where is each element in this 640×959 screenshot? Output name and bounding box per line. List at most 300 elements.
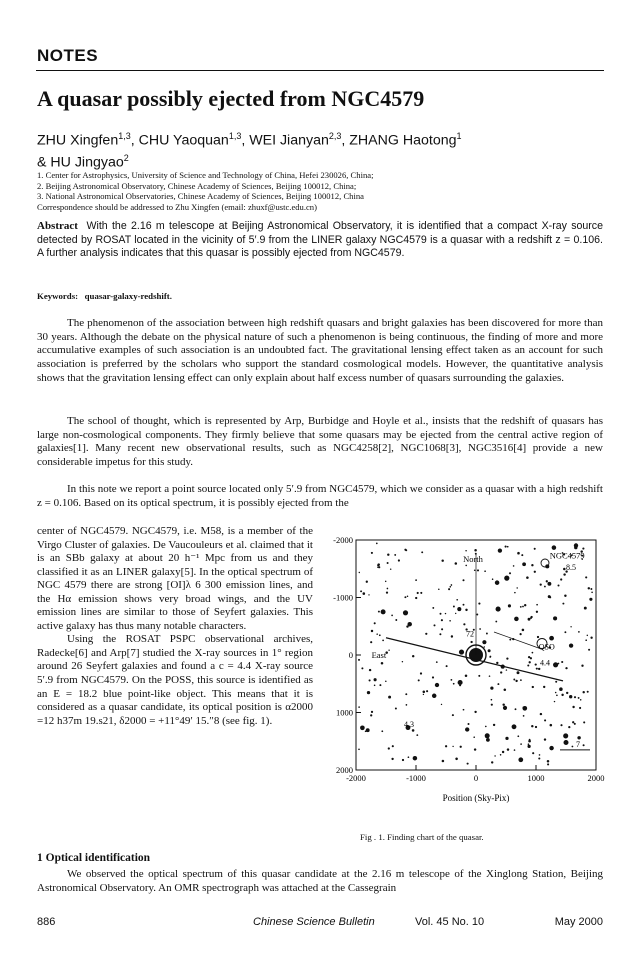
star-dot — [371, 552, 373, 554]
author-affil-sup: 2 — [123, 152, 129, 163]
star-dot — [371, 630, 373, 632]
star-dot — [407, 596, 409, 598]
body-paragraph — [37, 868, 603, 895]
page-footer — [37, 916, 603, 930]
star-dot — [363, 592, 366, 595]
star-dot — [474, 570, 476, 572]
star-dot — [465, 727, 469, 731]
star-dot — [484, 570, 486, 572]
star-dot — [505, 737, 508, 740]
star-dot — [514, 592, 516, 594]
heading-rule — [36, 70, 604, 71]
star-dot — [496, 607, 501, 612]
star-dot — [536, 611, 538, 613]
y-tick-label: 0 — [348, 650, 353, 660]
star-dot — [588, 587, 590, 589]
author-separator: , — [130, 132, 139, 149]
star-dot — [509, 639, 511, 641]
author-separator: , — [341, 132, 350, 149]
star-dot — [374, 678, 377, 681]
affiliation-item: 3. National Astronomical Observatories, Chinese Academy of Sciences, Beijing 100012, China — [37, 191, 364, 201]
star-dot — [555, 692, 557, 694]
star-dot — [503, 706, 507, 710]
star-dot — [535, 726, 537, 728]
star-dot — [470, 641, 472, 643]
star-dot — [495, 580, 500, 585]
star-dot — [557, 584, 559, 586]
star-dot — [530, 616, 532, 618]
star-dot — [534, 548, 536, 550]
star-dot — [587, 691, 589, 693]
star-dot — [368, 594, 369, 595]
star-dot — [358, 706, 360, 708]
star-dot — [566, 692, 568, 694]
star-dot — [512, 724, 517, 729]
star-dot — [531, 725, 533, 727]
star-dot — [540, 713, 542, 715]
star-dot — [407, 622, 411, 626]
abstract — [37, 220, 603, 261]
star-dot — [491, 699, 493, 701]
body-paragraph — [37, 483, 603, 510]
star-dot — [415, 597, 417, 599]
star-dot — [381, 730, 383, 732]
star-dot — [420, 592, 422, 594]
star-dot — [550, 724, 553, 727]
star-dot — [459, 650, 464, 655]
star-dot — [578, 631, 580, 633]
star-dot — [376, 543, 378, 545]
star-dot — [515, 708, 517, 710]
author-affil-sup: 1,3 — [228, 131, 242, 141]
star-dot — [572, 721, 574, 723]
chart-annotation: 8.5 — [566, 562, 576, 572]
star-dot — [440, 613, 442, 615]
affiliation-item: 2. Beijing Astronomical Observatory, Chinese Academy of Sciences, Beijing 100012, China; — [37, 180, 357, 191]
star-dot — [537, 636, 539, 638]
star-dot — [584, 607, 587, 610]
star-dot — [387, 562, 389, 564]
star-dot — [360, 725, 365, 730]
chart-annotation: 4.3 — [404, 719, 414, 729]
publication-date: May 2000 — [554, 916, 603, 928]
star-dot — [449, 586, 451, 588]
star-dot — [465, 550, 466, 551]
x-tick-label: 0 — [473, 773, 479, 783]
x-tick-label: 1000 — [527, 773, 545, 783]
star-dot — [532, 686, 534, 688]
star-dot — [482, 640, 486, 644]
star-dot — [381, 609, 386, 614]
star-dot — [528, 656, 530, 658]
paragraph-text: center of NGC4579. NGC4579, i.e. M58, is a member of the Virgo Cluster of galaxies. De Vaucouleurs et al. claimed that it is an SBb galaxy at about 20 h⁻¹ Mpc from us and they classified it as an LINER galaxy[5]. In the optical spectrum of NGC 4579 there are strong [OI]λ 6 300 emission lines, and the Hα emission shows very broad wings, and the UV emission lines are similar to those of Seyfert galaxies. This active galaxy has thus many notable characters. — [37, 525, 313, 632]
star-dot — [398, 559, 400, 561]
star-dot — [509, 572, 511, 574]
star-dot — [415, 579, 417, 581]
star-dot — [520, 679, 522, 681]
chart-annotation: NGC4579 — [549, 550, 585, 561]
star-dot — [583, 744, 585, 746]
star-dot — [453, 683, 455, 685]
star-dot — [358, 748, 360, 750]
page-number: 886 — [37, 916, 56, 928]
star-dot — [491, 704, 493, 706]
star-dot — [546, 580, 548, 582]
star-dot — [513, 565, 515, 567]
keywords-label: Keywords: — [37, 291, 79, 301]
star-dot — [493, 724, 495, 726]
finding-chart — [308, 532, 608, 832]
star-dot — [386, 592, 388, 594]
star-dot — [552, 545, 557, 550]
star-dot — [403, 610, 408, 615]
star-dot — [423, 691, 426, 694]
star-dot — [450, 679, 452, 681]
star-dot — [570, 626, 571, 627]
star-dot — [358, 659, 360, 661]
star-dot — [547, 763, 549, 765]
star-dot — [517, 671, 520, 674]
star-dot — [538, 757, 540, 759]
star-dot — [366, 581, 368, 583]
star-dot — [478, 675, 480, 677]
star-dot — [367, 691, 370, 694]
star-dot — [406, 704, 408, 706]
star-dot — [379, 684, 381, 686]
star-dot — [421, 551, 423, 553]
x-tick-label: 2000 — [587, 773, 605, 783]
star-dot — [391, 758, 393, 760]
star-dot — [486, 633, 488, 635]
star-dot — [473, 736, 475, 738]
star-dot — [591, 592, 593, 594]
star-dot — [534, 571, 536, 573]
star-dot — [412, 729, 415, 732]
star-dot — [582, 548, 584, 550]
star-dot — [474, 711, 476, 713]
star-dot — [416, 734, 418, 736]
abstract-label: Abstract — [37, 220, 78, 232]
chart-annotation: 72 — [466, 629, 474, 639]
star-dot — [587, 635, 588, 636]
star-dot — [549, 746, 553, 750]
star-dot — [445, 613, 446, 614]
star-dot — [563, 733, 568, 738]
star-dot — [489, 675, 491, 677]
star-dot — [478, 603, 480, 605]
star-dot — [441, 559, 443, 561]
star-dot — [359, 572, 360, 573]
star-dot — [467, 763, 469, 765]
keywords-text: quasar-galaxy-redshift. — [84, 291, 172, 301]
chart-annotation: 7 — [576, 740, 580, 749]
star-dot — [574, 696, 576, 698]
author-name: ZHU Xingfen — [37, 132, 119, 149]
star-dot — [574, 723, 576, 725]
paragraph-text: Using the ROSAT PSPC observational archives, Radecke[6] and Arp[7] studied the X-ray sources in 1° region around 26 Seyfert galaxies and found a c = 4.4 X-ray source 5′.9 from NGC4579. On the POSS, this source is identified as an E = 18.2 blue point-like object. This means that it is considered as a quasar candidate, its optical position is α2000 =12 h37m 19.s21, δ2000 = +11°49′ 15.″8 (see fig. 1). — [37, 633, 313, 727]
star-dot — [590, 588, 592, 590]
star-dot — [529, 661, 531, 663]
star-dot — [578, 697, 580, 699]
star-dot — [500, 754, 502, 756]
star-dot — [451, 584, 453, 586]
star-dot — [527, 664, 529, 666]
star-dot — [528, 740, 531, 743]
journal-volume: Vol. 45 No. 10 — [415, 916, 485, 928]
star-dot — [547, 760, 550, 763]
star-dot — [544, 738, 546, 740]
star-dot — [543, 686, 545, 688]
body-paragraph — [37, 317, 603, 386]
x-tick-label: -1000 — [406, 773, 426, 783]
author-name: WEI Jianyan — [249, 132, 329, 149]
star-dot — [488, 649, 491, 652]
chart-annotation: East — [371, 649, 387, 660]
star-dot — [522, 562, 526, 566]
y-tick-label: -2000 — [333, 535, 353, 545]
star-dot — [561, 661, 563, 663]
star-dot — [463, 604, 465, 606]
paragraph-text: The phenomenon of the association between high redshift quasars and bright galaxies has been discovered for more than 30 years. Although the debate on the physical nature of such a phenomenon is being continuous, the finding of more and more accumulative examples of such association is an undoubted fact. The gravitational lensing effect taken as an account for such association is preferred by the scholars who support the standard cosmological models. However, the quantitative analysis shows that the gravitation lensing effect can only explain about half excess number of quasars surrounding the galaxies. — [37, 317, 603, 384]
star-dot — [426, 690, 428, 692]
keywords — [37, 291, 603, 301]
star-dot — [392, 745, 394, 747]
star-dot — [497, 683, 499, 685]
star-dot — [569, 643, 573, 647]
star-dot — [496, 662, 498, 664]
star-dot — [560, 578, 562, 580]
chart-annotation: QSO — [538, 642, 555, 652]
star-dot — [506, 669, 507, 670]
star-dot — [585, 576, 587, 578]
star-dot — [404, 596, 406, 598]
paragraph-text: In this note we report a point source located only 5′.9 from NGC4579, which we consider as a quasar with a high redshift z = 0.106. Based on its optical spectrum, it is possibly ejected from the — [37, 483, 603, 509]
star-dot — [405, 549, 407, 551]
star-dot — [452, 746, 453, 747]
affiliation-item: 1. Center for Astrophysics, University of Science and Technology of China, Hefei 230026, China; — [37, 170, 374, 180]
y-tick-label: 1000 — [336, 707, 353, 718]
star-dot — [385, 581, 386, 582]
star-dot — [477, 569, 479, 571]
star-dot — [441, 619, 443, 621]
star-dot — [395, 619, 397, 621]
star-dot — [588, 649, 590, 651]
body-paragraph — [37, 415, 603, 470]
author-name: CHU Yaoquan — [138, 132, 229, 149]
x-tick-label: -2000 — [346, 773, 366, 783]
star-dot — [585, 639, 587, 641]
star-dot — [540, 583, 542, 585]
star-dot — [369, 669, 371, 671]
star-dot — [465, 609, 467, 611]
chart-annotation: 4.4 — [540, 658, 550, 668]
star-dot — [418, 679, 420, 681]
star-dot — [442, 760, 445, 763]
author-separator: , — [241, 132, 250, 149]
star-dot — [517, 552, 520, 555]
star-dot — [405, 693, 407, 695]
star-dot — [374, 685, 376, 687]
star-dot — [387, 554, 389, 556]
star-dot — [436, 661, 438, 663]
journal-name: Chinese Science Bulletin — [253, 916, 375, 928]
author-affil-sup: 2,3 — [328, 131, 342, 141]
author-list — [37, 128, 605, 171]
star-dot — [381, 662, 384, 665]
star-dot — [486, 738, 490, 742]
star-dot — [432, 607, 434, 609]
star-dot — [564, 740, 569, 745]
star-dot — [583, 721, 585, 723]
star-dot — [564, 631, 566, 633]
x-axis-label: Position (Sky-Pix) — [442, 793, 510, 803]
star-dot — [479, 628, 481, 630]
star-dot — [379, 634, 381, 636]
star-dot — [517, 735, 519, 737]
star-dot — [563, 573, 565, 575]
star-dot — [382, 640, 384, 642]
star-dot — [408, 756, 410, 758]
section-heading: NOTES — [37, 46, 99, 65]
star-dot — [547, 582, 551, 586]
star-dot — [474, 549, 477, 552]
left-column-text — [37, 525, 313, 728]
star-dot — [502, 703, 504, 705]
author-line-1 — [37, 128, 605, 150]
star-dot — [412, 655, 414, 657]
star-dot — [556, 694, 558, 696]
star-dot — [528, 743, 530, 745]
star-dot — [514, 617, 519, 622]
star-dot — [371, 711, 373, 713]
star-dot — [562, 603, 564, 605]
star-dot — [448, 588, 450, 590]
star-dot — [378, 566, 380, 568]
star-dot — [555, 681, 557, 683]
star-dot — [391, 615, 393, 617]
star-dot — [564, 594, 566, 596]
star-dot — [579, 707, 581, 709]
star-dot — [388, 696, 391, 699]
star-dot — [490, 686, 493, 689]
star-dot — [581, 665, 583, 667]
star-dot — [589, 598, 592, 601]
star-dot — [553, 616, 557, 620]
star-dot — [507, 546, 509, 548]
star-dot — [560, 724, 562, 726]
star-dot — [441, 628, 443, 630]
star-dot — [489, 656, 491, 658]
star-dot — [522, 629, 525, 632]
star-dot — [565, 667, 567, 669]
star-dot — [388, 747, 390, 749]
star-dot — [435, 683, 439, 687]
star-dot — [523, 707, 525, 709]
star-dot — [467, 723, 469, 725]
star-dot — [522, 606, 524, 608]
star-dot — [518, 757, 523, 762]
star-dot — [460, 746, 462, 748]
star-dot — [569, 695, 572, 698]
star-dot — [574, 546, 577, 549]
affiliations — [37, 170, 605, 212]
star-dot — [417, 592, 419, 594]
paragraph-text: The school of thought, which is represented by Arp, Burbidge and Hoyle et al., insists that the redshift of quasars has large non-cosmological components. They firmly believe that some quasars may be ejected from the central active region of galaxies[1]. Many recent new observational results, such as NGC4258[2], NGC1068[3], NGC3516[4] provide a new considerable impetus for this study. — [37, 415, 603, 469]
star-dot — [369, 679, 371, 681]
star-dot — [513, 679, 515, 681]
star-dot — [544, 586, 546, 588]
star-dot — [495, 621, 497, 623]
star-dot — [361, 667, 363, 669]
star-dot — [535, 664, 537, 666]
star-dot — [446, 665, 448, 667]
star-dot — [449, 620, 451, 622]
star-dot — [520, 633, 522, 635]
star-dot — [515, 680, 517, 682]
star-dot — [374, 622, 376, 624]
y-tick-label: -1000 — [333, 592, 353, 603]
star-dot — [402, 759, 404, 761]
star-dot — [504, 689, 507, 692]
star-dot — [376, 633, 378, 635]
star-dot — [387, 588, 389, 590]
star-dot — [572, 746, 574, 748]
star-dot — [455, 562, 458, 565]
star-dot — [485, 726, 487, 728]
star-dot — [536, 604, 538, 606]
star-dot — [370, 714, 372, 716]
star-dot — [451, 635, 453, 637]
star-dot — [494, 755, 495, 756]
star-dot — [456, 599, 458, 601]
star-dot — [457, 607, 461, 611]
figure-caption: Fig . 1. Finding chart of the quasar. — [360, 832, 484, 842]
star-dot — [453, 606, 455, 608]
star-dot — [590, 637, 592, 639]
star-dot — [445, 745, 447, 747]
star-dot — [465, 565, 467, 567]
star-dot — [492, 578, 494, 580]
star-dot — [438, 588, 440, 590]
star-dot — [502, 751, 504, 753]
star-dot — [455, 613, 456, 614]
star-dot — [532, 652, 534, 654]
correspondence-note: Correspondence should be addressed to Zhu Xingfen (email: zhuxf@ustc.edu.cn) — [37, 201, 317, 212]
star-dot — [455, 758, 458, 761]
star-dot — [377, 563, 380, 566]
star-dot — [504, 576, 509, 581]
star-dot — [439, 633, 441, 635]
star-dot — [521, 554, 523, 556]
star-dot — [524, 604, 526, 606]
star-dot — [484, 646, 485, 647]
star-dot — [395, 707, 397, 709]
star-dot — [559, 687, 563, 691]
star-dot — [526, 576, 529, 579]
star-dot — [528, 618, 531, 621]
paragraph-text: We observed the optical spectrum of this quasar candidate at the 2.16 m telescope of the Xinglong Station, Beijing Astronomical Observatory. An OMR spectrograph was attached at the Cassegrain — [37, 868, 603, 894]
star-dot — [390, 568, 391, 569]
star-dot — [539, 754, 541, 756]
star-dot — [366, 728, 370, 732]
star-dot — [520, 606, 522, 608]
star-dot — [505, 546, 507, 548]
star-dot — [385, 680, 387, 682]
abstract-text: With the 2.16 m telescope at Beijing Astronomical Observatory, it is identified that a compact X-ray source detected by ROSAT located in the vicinity of 5′.9 from the LINER galaxy NGC4579 is a quasar with a redshift z = 0.106. A further analysis indicates that this quasar is possibly ejected from NGC4579. — [37, 220, 603, 259]
star-dot — [476, 614, 478, 616]
star-dot — [474, 748, 476, 750]
star-dot — [491, 761, 493, 763]
